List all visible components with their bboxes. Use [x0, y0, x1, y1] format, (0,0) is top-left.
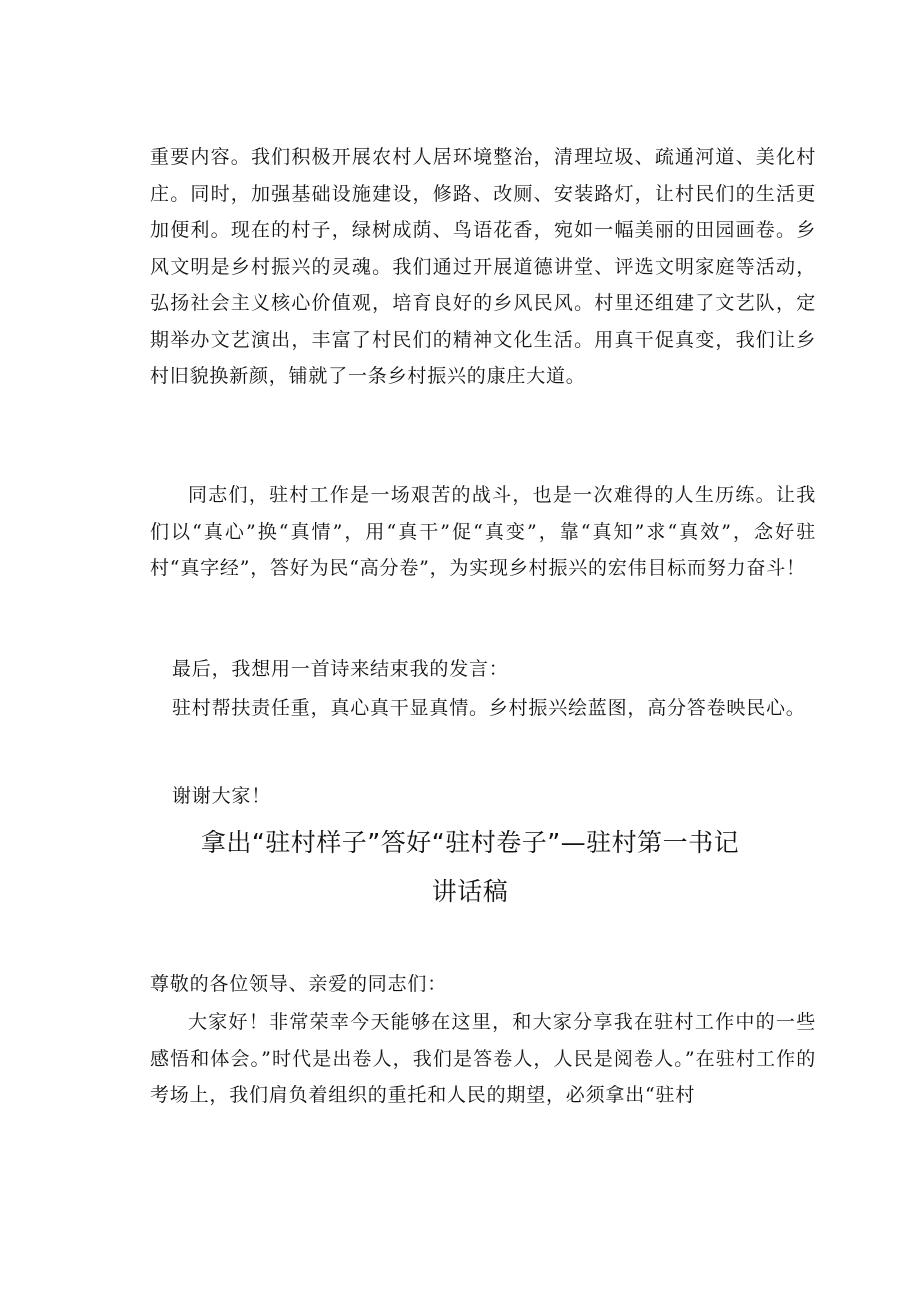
closing-paragraph: 同志们，驻村工作是一场艰苦的战斗，也是一次难得的人生历练。让我们以“真心”换“真情”，用“真干”促“真变”，靠“真知”求“真效”，念好驻村“真字经”，答好为民“高分卷”，为实现乡村振兴的宏伟目标而努力奋斗！	[150, 484, 816, 579]
opening-paragraph: 大家好！非常荣幸今天能够在这里，和大家分享我在驻村工作中的一些感悟和体会。”时代是出卷人，我们是答卷人，人民是阅卷人。”在驻村工作的考场上，我们肩负着组织的重托和人民的期望，必须拿出“驻村	[150, 1011, 816, 1106]
speech-title: 拿出“驻村样子”答好“驻村卷子”—驻村第一书记	[200, 828, 740, 857]
continued-paragraph: 重要内容。我们积极开展农村人居环境整治，清理垃圾、疏通河道、美化村庄。同时，加强基础设施建设，修路、改厕、安装路灯，让村民们的生活更加便利。现在的村子，绿树成荫、鸟语花香，宛如一幅美丽的田园画卷。乡风文明是乡村振兴的灵魂。我们通过开展道德讲堂、评选文明家庭等活动，弘扬社会主义核心价值观，培育良好的乡风民风。村里还组建了文艺队，定期举办文艺演出，丰富了村民们的精神文化生活。用真干促真变，我们让乡村旧貌换新颜，铺就了一条乡村振兴的康庄大道。	[150, 146, 816, 387]
poem: 驻村帮扶责任重，真心真干显真情。乡村振兴绘蓝图，高分答卷映民心。	[172, 697, 806, 719]
salutation: 尊敬的各位领导、亲爱的同志们：	[150, 973, 448, 995]
thanks: 谢谢大家！	[172, 785, 272, 807]
poem-intro: 最后，我想用一首诗来结束我的发言：	[172, 658, 509, 680]
speech-title-continued: 讲话稿	[431, 877, 509, 906]
